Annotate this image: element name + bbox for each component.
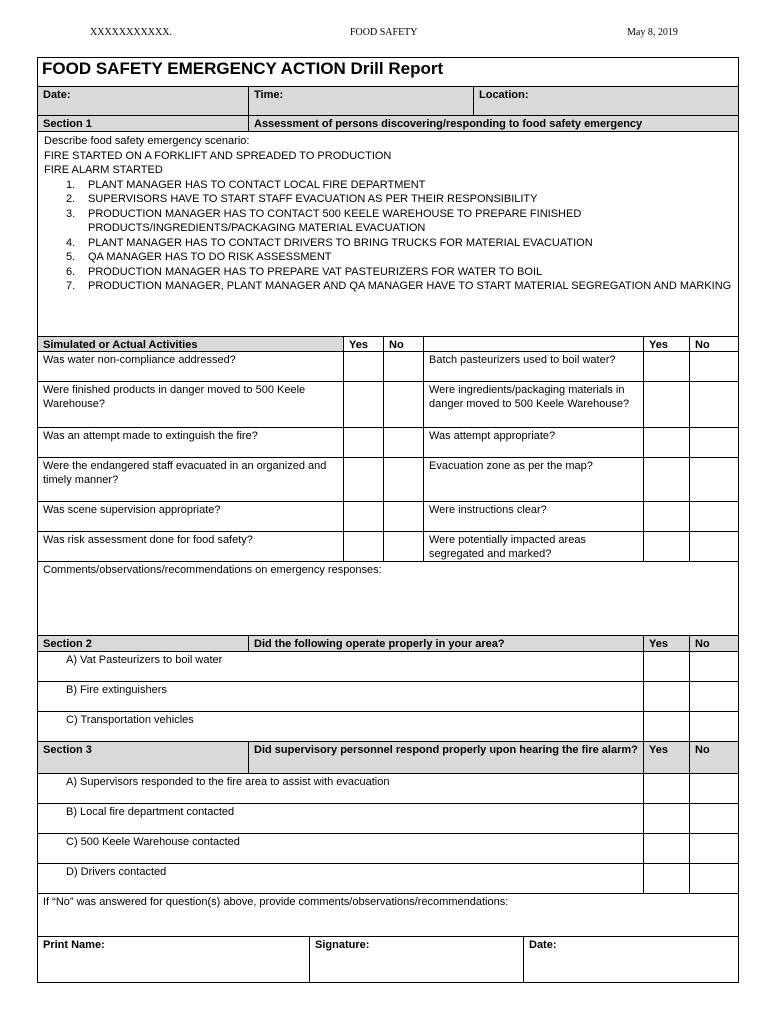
activity-yes-cell[interactable] [344, 502, 384, 532]
section2-heading: Did the following operate properly in your area? [249, 636, 644, 652]
activity-yes-cell[interactable] [344, 458, 384, 502]
activity-no-cell[interactable] [690, 458, 738, 502]
activity-no-cell[interactable] [384, 428, 424, 458]
scenario-step: 1. PLANT MANAGER HAS TO CONTACT LOCAL FIRE DEPARTMENT [66, 178, 426, 191]
header-center: FOOD SAFETY [350, 27, 418, 38]
print-name-field[interactable]: Print Name: [38, 937, 310, 982]
activity-yes-cell[interactable] [644, 382, 690, 428]
section2-yes-cell[interactable] [644, 652, 690, 682]
sign-date-field[interactable]: Date: [529, 939, 557, 951]
scenario-step: 3. PRODUCTION MANAGER HAS TO CONTACT 500 KEELE WAREHOUSE TO PREPARE FINISHED PRODUCTS/INGREDIENTS/PACKAGING MATERIAL EVACUATION [66, 207, 582, 234]
report-form [37, 57, 739, 983]
activity-yes-cell[interactable] [344, 532, 384, 562]
activities-blank-header [424, 337, 644, 352]
section3-heading: Did supervisory personnel respond properly upon hearing the fire alarm? [249, 742, 644, 774]
activity-question: Was an attempt made to extinguish the fire? [38, 428, 344, 458]
signature-field[interactable]: Signature: [310, 937, 524, 982]
activity-yes-cell[interactable] [344, 352, 384, 382]
activity-no-cell[interactable] [384, 352, 424, 382]
section2-no-cell[interactable] [690, 682, 738, 712]
activity-yes-cell[interactable] [644, 532, 690, 562]
section3-no-cell[interactable] [690, 864, 738, 894]
section3-yes-cell[interactable] [644, 804, 690, 834]
section3-yes-cell[interactable] [644, 834, 690, 864]
scenario-line: FIRE STARTED ON A FORKLIFT AND SPREADED TO PRODUCTION [44, 149, 392, 162]
activity-no-cell[interactable] [384, 458, 424, 502]
header-left: XXXXXXXXXXX. [90, 27, 172, 38]
activity-no-cell[interactable] [690, 502, 738, 532]
activity-question: Were ingredients/packaging materials in danger moved to 500 Keele Warehouse? [424, 382, 644, 428]
activities-header: Simulated or Actual Activities [38, 337, 344, 352]
final-comments-field[interactable]: If “No” was answered for question(s) above, provide comments/observations/recommendations: [38, 894, 738, 937]
activity-question: Was attempt appropriate? [424, 428, 644, 458]
section2-item: B) Fire extinguishers [38, 682, 644, 712]
activity-question: Were instructions clear? [424, 502, 644, 532]
scenario-step: 7. PRODUCTION MANAGER, PLANT MANAGER AND QA MANAGER HAVE TO START MATERIAL SEGREGATION AND MARKING [66, 280, 732, 292]
activity-question: Was water non-compliance addressed? [38, 352, 344, 382]
section2-no-cell[interactable] [690, 652, 738, 682]
activities-yes-header: Yes [344, 337, 384, 352]
activity-yes-cell[interactable] [344, 428, 384, 458]
section3-yes-cell[interactable] [644, 864, 690, 894]
scenario-line: FIRE ALARM STARTED [44, 164, 163, 176]
activities-yes-header-right: Yes [644, 337, 690, 352]
scenario-step: 4. PLANT MANAGER HAS TO CONTACT DRIVERS TO BRING TRUCKS FOR MATERIAL EVACUATION [66, 236, 593, 249]
scenario-step: 2. SUPERVISORS HAVE TO START STAFF EVACUATION AS PER THEIR RESPONSIBILITY [66, 193, 538, 205]
activity-question: Was scene supervision appropriate? [38, 502, 344, 532]
section3-item: A) Supervisors responded to the fire area to assist with evacuation [38, 774, 644, 804]
section3-item: B) Local fire department contacted [38, 804, 644, 834]
section3-item: D) Drivers contacted [38, 864, 644, 894]
section3-yes-header: Yes [644, 742, 690, 774]
activity-question: Were finished products in danger moved to 500 Keele Warehouse? [38, 382, 344, 428]
activity-no-cell[interactable] [690, 382, 738, 428]
activity-no-cell[interactable] [384, 502, 424, 532]
activity-no-cell[interactable] [384, 382, 424, 428]
section1-label: Section 1 [38, 116, 249, 132]
scenario-step: 6. PRODUCTION MANAGER HAS TO PREPARE VAT PASTEURIZERS FOR WATER TO BOIL [66, 265, 543, 278]
section3-no-cell[interactable] [690, 834, 738, 864]
section2-no-cell[interactable] [690, 712, 738, 742]
section2-item: A) Vat Pasteurizers to boil water [38, 652, 644, 682]
activity-yes-cell[interactable] [644, 428, 690, 458]
section1-heading: Assessment of persons discovering/responding to food safety emergency [249, 116, 738, 132]
section3-no-cell[interactable] [690, 774, 738, 804]
section3-no-header: No [690, 742, 738, 774]
activity-question: Were potentially impacted areas segregated and marked? [424, 532, 644, 562]
section3-label: Section 3 [38, 742, 249, 774]
activity-yes-cell[interactable] [344, 382, 384, 428]
section2-yes-header: Yes [644, 636, 690, 652]
comments-field[interactable]: Comments/observations/recommendations on emergency responses: [38, 562, 738, 636]
activity-question: Evacuation zone as per the map? [424, 458, 644, 502]
section2-label: Section 2 [38, 636, 249, 652]
activity-yes-cell[interactable] [644, 458, 690, 502]
scenario-intro: Describe food safety emergency scenario: [44, 135, 250, 147]
scenario-step: 5. QA MANAGER HAS TO DO RISK ASSESSMENT [66, 251, 332, 263]
header-date: May 8, 2019 [627, 27, 678, 38]
activities-no-header: No [384, 337, 424, 352]
date-field[interactable]: Date: [38, 87, 249, 116]
time-field[interactable]: Time: [249, 87, 474, 116]
location-field[interactable]: Location: [474, 87, 738, 116]
scenario-box [38, 132, 738, 337]
page-title: FOOD SAFETY EMERGENCY ACTION Drill Report [38, 58, 738, 87]
section2-yes-cell[interactable] [644, 712, 690, 742]
scenario-steps [66, 178, 732, 294]
activity-question: Were the endangered staff evacuated in an organized and timely manner? [38, 458, 344, 502]
activity-question: Was risk assessment done for food safety? [38, 532, 344, 562]
activity-no-cell[interactable] [690, 532, 738, 562]
activity-no-cell[interactable] [690, 352, 738, 382]
section3-yes-cell[interactable] [644, 774, 690, 804]
activity-no-cell[interactable] [690, 428, 738, 458]
activity-yes-cell[interactable] [644, 502, 690, 532]
activity-yes-cell[interactable] [644, 352, 690, 382]
activity-no-cell[interactable] [384, 532, 424, 562]
activity-question: Batch pasteurizers used to boil water? [424, 352, 644, 382]
section2-no-header: No [690, 636, 738, 652]
section3-item: C) 500 Keele Warehouse contacted [38, 834, 644, 864]
section2-item: C) Transportation vehicles [38, 712, 644, 742]
section3-no-cell[interactable] [690, 804, 738, 834]
section2-yes-cell[interactable] [644, 682, 690, 712]
activities-no-header-right: No [690, 337, 738, 352]
